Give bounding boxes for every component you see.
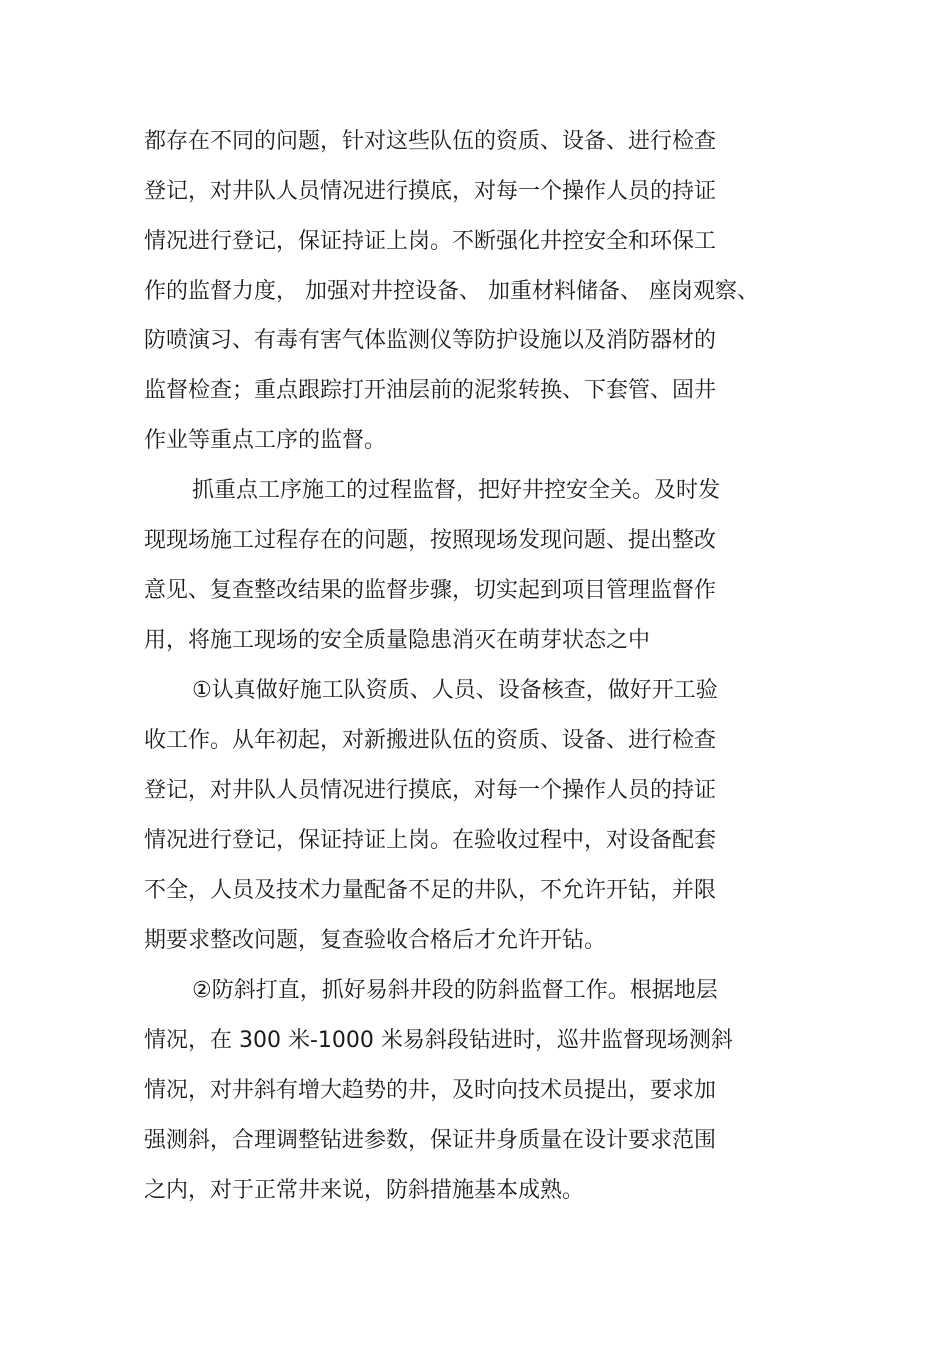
text-line-13: 收工作。从年初起，对新搬进队伍的资质、设备、进行检查 [144,728,717,753]
text-line-2: 登记，对井队人员情况进行摸底，对每一个操作人员的持证 [144,179,717,204]
text-line-9: 现现场施工过程存在的问题，按照现场发现问题、提出整改 [144,528,717,553]
text-line-16: 不全，人员及技术力量配备不足的井队，不允许开钻，并限 [144,878,717,903]
text-line-4: 作的监督力度， 加强对井控设备、 加重材料储备、 座岗观察、 [144,279,759,304]
text-line-10: 意见、复查整改结果的监督步骤，切实起到项目管理监督作 [144,578,717,603]
text-line-20: 情况，对井斜有增大趋势的井，及时向技术员提出，要求加 [144,1078,717,1103]
text-line-17: 期要求整改问题，复查验收合格后才允许开钻。 [144,928,607,953]
text-line-22: 之内，对于正常井来说，防斜措施基本成熟。 [144,1178,585,1203]
text-line-15: 情况进行登记，保证持证上岗。在验收过程中，对设备配套 [144,828,717,853]
paragraph-start-line: 抓重点工序施工的过程监督，把好井控安全关。及时发 [192,478,721,503]
text-line-11: 用，将施工现场的安全质量隐患消灭在萌芽状态之中 [144,628,651,653]
paragraph-start-line: ②防斜打直，抓好易斜井段的防斜监督工作。根据地层 [192,978,718,1003]
text-line-3: 情况进行登记，保证持证上岗。不断强化井控安全和环保工 [144,229,717,254]
text-line-7: 作业等重点工序的监督。 [144,428,387,453]
text-line-14: 登记，对井队人员情况进行摸底，对每一个操作人员的持证 [144,778,717,803]
text-line-6: 监督检查；重点跟踪打开油层前的泥浆转换、下套管、固井 [144,378,717,403]
text-line-5: 防喷演习、有毒有害气体监测仪等防护设施以及消防器材的 [144,328,717,353]
text-line-1: 都存在不同的问题，针对这些队伍的资质、设备、进行检查 [144,129,717,154]
text-line-19: 情况，在 300 米-1000 米易斜段钻进时，巡井监督现场测斜 [144,1028,733,1053]
paragraph-start-line: ①认真做好施工队资质、人员、设备核查，做好开工验 [192,678,718,703]
text-line-21: 强测斜，合理调整钻进参数，保证井身质量在设计要求范围 [144,1128,717,1153]
